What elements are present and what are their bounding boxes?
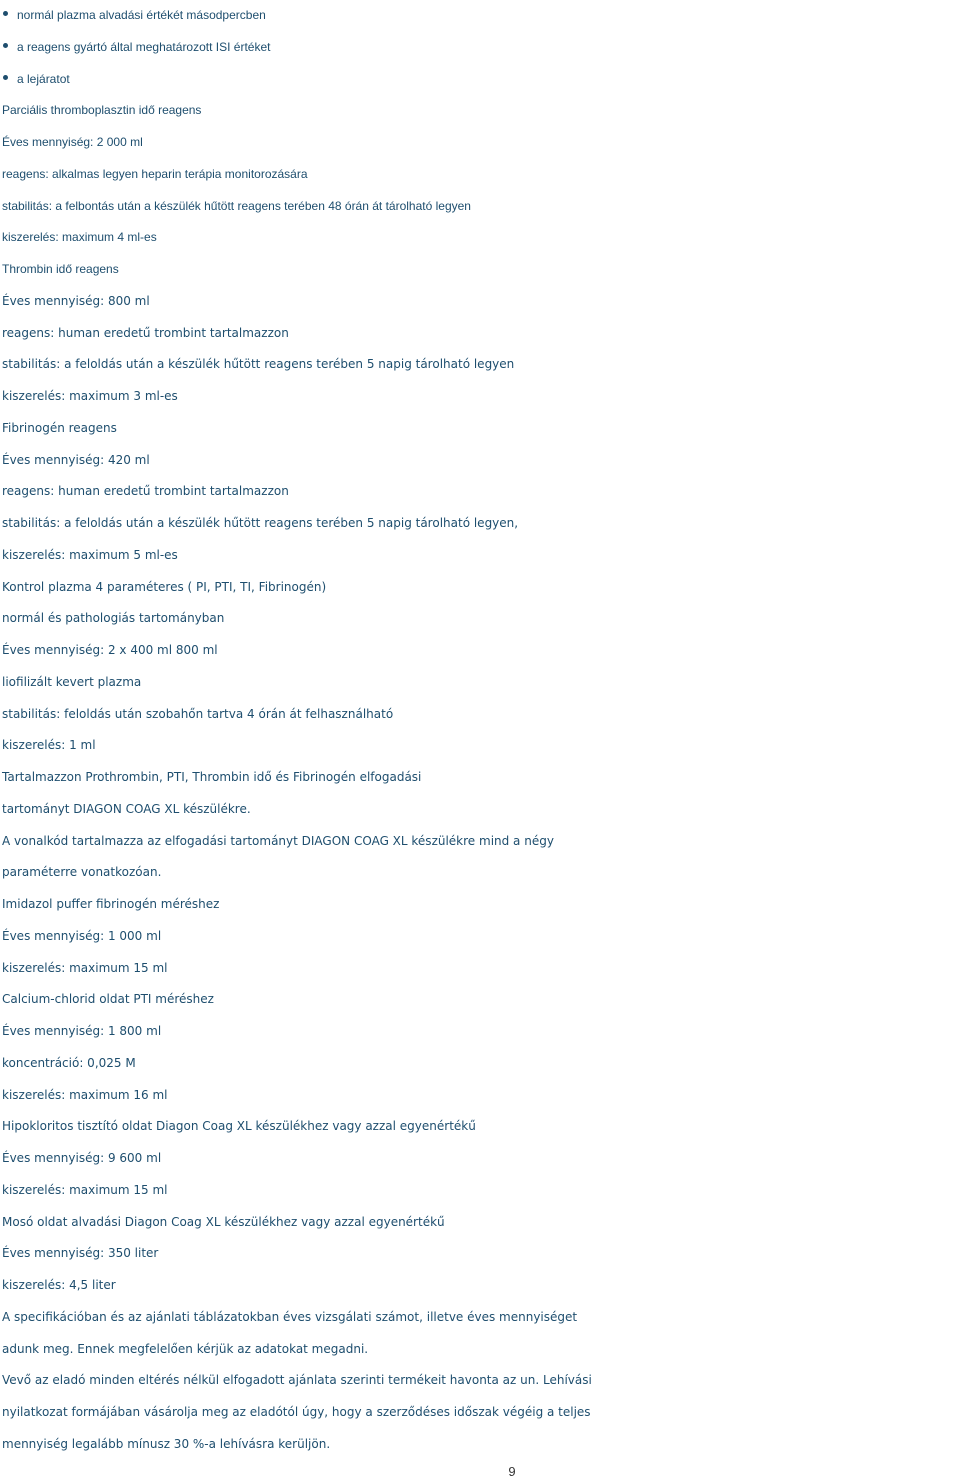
bullet-list-item xyxy=(0,32,960,64)
text-line xyxy=(0,1302,960,1334)
text-line xyxy=(0,857,960,889)
text-line xyxy=(0,508,960,540)
text-line xyxy=(0,159,960,191)
text-line xyxy=(0,1365,960,1397)
line-text: normál és pathologiás tartományban xyxy=(2,611,225,626)
text-line xyxy=(0,889,960,921)
text-line xyxy=(0,953,960,985)
line-text: normál plazma alvadási értékét másodpercben xyxy=(17,8,266,22)
text-line xyxy=(0,984,960,1016)
bullet-icon xyxy=(3,75,8,80)
line-text: Kontrol plazma 4 paraméteres ( PI, PTI, TI, Fibrinogén) xyxy=(2,579,327,594)
line-text: Calcium-chlorid oldat PTI méréshez xyxy=(2,992,214,1007)
line-text: Éves mennyiség: 2 x 400 ml 800 ml xyxy=(2,643,218,657)
line-text: Éves mennyiség: 420 ml xyxy=(2,452,150,467)
line-text: Éves mennyiség: 1 000 ml xyxy=(2,928,162,943)
text-line xyxy=(0,1175,960,1207)
text-line xyxy=(0,1270,960,1302)
line-text: Éves mennyiség: 1 800 ml xyxy=(2,1024,162,1038)
text-line xyxy=(0,1397,960,1429)
text-line xyxy=(0,699,960,731)
page-number: 9 xyxy=(508,1464,516,1479)
text-line xyxy=(0,349,960,381)
line-text: a reagens gyártó által meghatározott ISI értéket xyxy=(17,39,271,54)
text-line xyxy=(0,1016,960,1048)
line-text: adunk meg. Ennek megfelelően kérjük az adatokat megadni. xyxy=(2,1341,369,1356)
text-line xyxy=(0,1334,960,1366)
line-text: kiszerelés: maximum 3 ml-es xyxy=(2,389,178,403)
line-text: reagens: human eredetű trombint tartalmazzon xyxy=(2,325,289,340)
text-line xyxy=(0,191,960,223)
text-line xyxy=(0,286,960,318)
line-text: a lejáratot xyxy=(17,71,70,86)
text-line xyxy=(0,222,960,254)
line-text: Fibrinogén reagens xyxy=(2,420,117,435)
text-line xyxy=(0,540,960,572)
line-text: koncentráció: 0,025 M xyxy=(2,1055,136,1070)
line-text: reagens: human eredetű trombint tartalmazzon xyxy=(2,484,289,499)
line-text: stabilitás: feloldás után szobahőn tartva 4 órán át felhasználható xyxy=(2,706,394,721)
line-text: kiszerelés: 4,5 liter xyxy=(2,1278,116,1292)
line-text: Éves mennyiség: 9 600 ml xyxy=(2,1151,162,1165)
line-text: reagens: alkalmas legyen heparin terápia monitorozására xyxy=(2,166,308,181)
line-text: Parciális thromboplasztin idő reagens xyxy=(2,103,202,118)
text-line xyxy=(0,1080,960,1112)
line-text: Éves mennyiség: 2 000 ml xyxy=(2,135,143,149)
line-text: Hipokloritos tisztító oldat Diagon Coag XL készülékhez vagy azzal egyenértékű xyxy=(2,1119,476,1134)
text-line xyxy=(0,445,960,477)
line-text: liofilizált kevert plazma xyxy=(2,674,142,689)
text-line xyxy=(0,667,960,699)
line-text: Imidazol puffer fibrinogén méréshez xyxy=(2,897,220,911)
line-text: stabilitás: a feloldás után a készülék hűtött reagens terében 5 napig tárolható legyen, xyxy=(2,516,519,530)
text-line xyxy=(0,1207,960,1239)
line-text: Vevő az eladó minden eltérés nélkül elfogadott ajánlata szerinti termékeit havonta az un. Lehívási xyxy=(2,1373,592,1388)
line-text: kiszerelés: maximum 4 ml-es xyxy=(2,230,157,245)
bullet-icon xyxy=(3,11,8,16)
line-text: Tartalmazzon Prothrombin, PTI, Thrombin idő és Fibrinogén elfogadási xyxy=(2,770,422,784)
line-text: Thrombin idő reagens xyxy=(2,262,119,276)
text-line xyxy=(0,826,960,858)
text-line xyxy=(0,1143,960,1175)
text-line xyxy=(0,1429,960,1461)
line-text: mennyiség legalább mínusz 30 %-a lehívásra kerüljön. xyxy=(2,1436,331,1451)
line-text: Éves mennyiség: 350 liter xyxy=(2,1246,159,1261)
line-text: kiszerelés: 1 ml xyxy=(2,738,96,753)
text-line xyxy=(0,635,960,667)
line-text: Éves mennyiség: 800 ml xyxy=(2,293,150,308)
text-line xyxy=(0,921,960,953)
text-line xyxy=(0,127,960,159)
text-line xyxy=(0,381,960,413)
bullet-list-item xyxy=(0,0,960,32)
bullet-list-item xyxy=(0,64,960,96)
text-line xyxy=(0,730,960,762)
line-text: nyilatkozat formájában vásárolja meg az eladótól úgy, hogy a szerződéses időszak végéig a teljes xyxy=(2,1405,591,1419)
line-text: A vonalkód tartalmazza az elfogadási tartományt DIAGON COAG XL készülékre mind a négy xyxy=(2,833,554,848)
line-text: kiszerelés: maximum 15 ml xyxy=(2,960,168,975)
text-line xyxy=(0,254,960,286)
text-line xyxy=(0,318,960,350)
line-text: stabilitás: a feloldás után a készülék hűtött reagens terében 5 napig tárolható legyen xyxy=(2,357,515,372)
text-line xyxy=(0,572,960,604)
text-line xyxy=(0,762,960,794)
line-text: stabilitás: a felbontás után a készülék hűtött reagens terében 48 órán át tárolható legyen xyxy=(2,198,471,213)
text-line xyxy=(0,794,960,826)
text-line xyxy=(0,1048,960,1080)
text-line xyxy=(0,603,960,635)
line-text: Mosó oldat alvadási Diagon Coag XL készülékhez vagy azzal egyenértékű xyxy=(2,1214,445,1229)
line-text: tartományt DIAGON COAG XL készülékre. xyxy=(2,801,251,816)
text-line xyxy=(0,1111,960,1143)
text-line xyxy=(0,413,960,445)
text-line xyxy=(0,476,960,508)
text-line xyxy=(0,95,960,127)
line-text: paraméterre vonatkozóan. xyxy=(2,865,162,880)
line-text: kiszerelés: maximum 15 ml xyxy=(2,1182,168,1197)
line-text: A specifikációban és az ajánlati táblázatokban éves vizsgálati számot, illetve éves mennyiséget xyxy=(2,1309,578,1324)
bullet-icon xyxy=(3,43,8,48)
line-text: kiszerelés: maximum 5 ml-es xyxy=(2,547,178,562)
line-text: kiszerelés: maximum 16 ml xyxy=(2,1087,168,1102)
text-line xyxy=(0,1238,960,1270)
